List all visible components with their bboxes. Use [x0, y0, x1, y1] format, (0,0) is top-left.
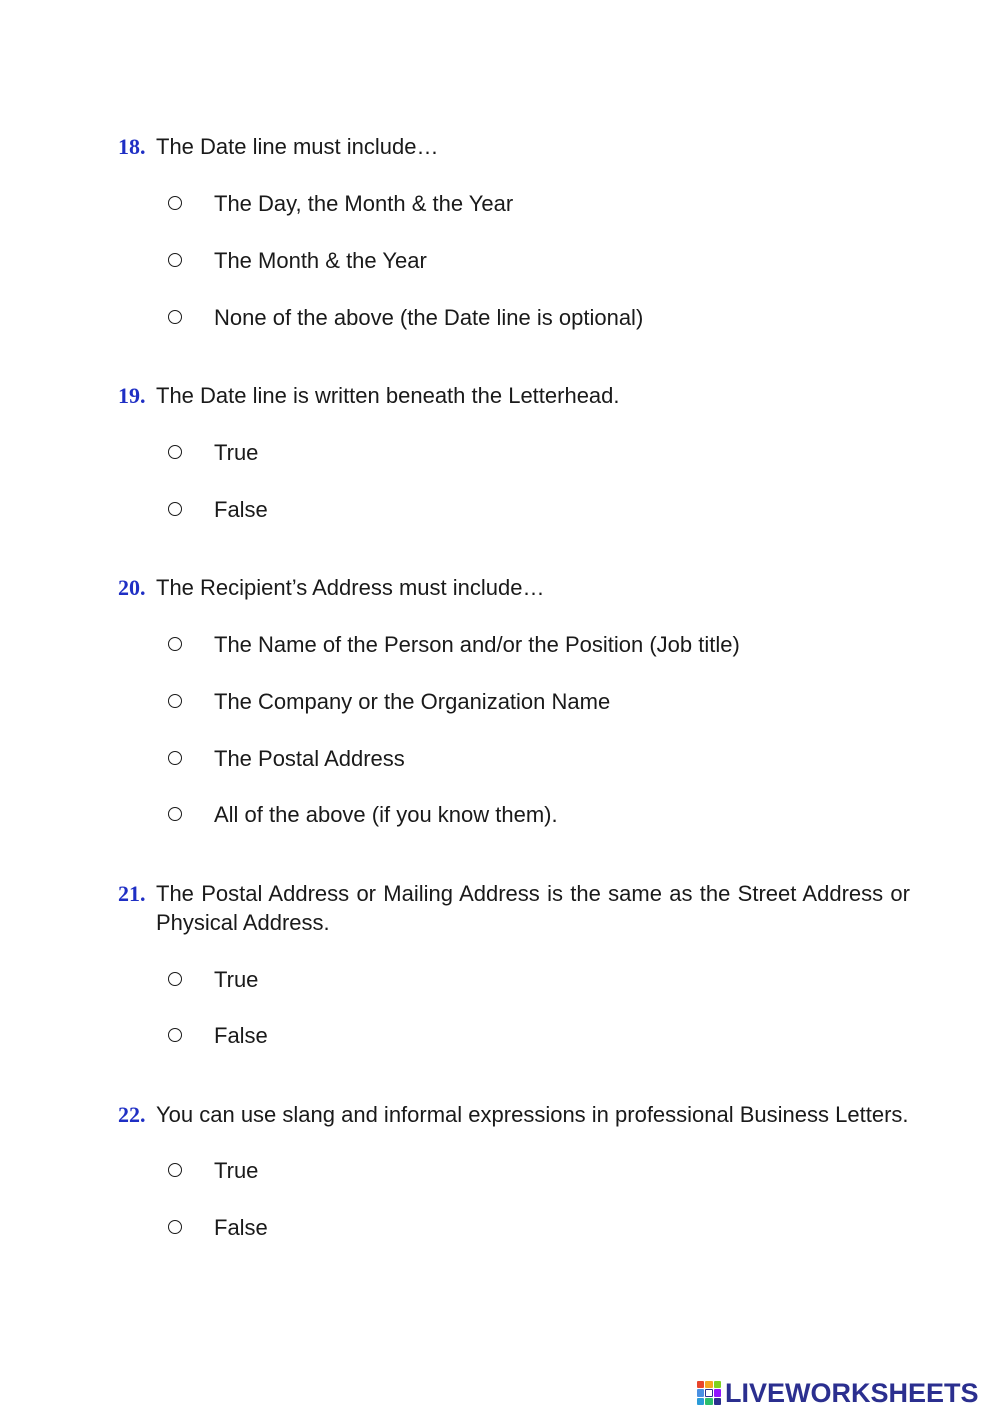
radio-button[interactable]	[168, 637, 182, 651]
answer-option[interactable]	[0, 246, 1000, 276]
answer-option[interactable]	[0, 189, 1000, 219]
option-label[interactable]: The Month & the Year	[214, 248, 427, 273]
answer-option[interactable]	[0, 744, 1000, 774]
question-text: The Postal Address or Mailing Address is the same as the Street Address or Physical Address.	[156, 881, 910, 935]
radio-button[interactable]	[168, 1220, 182, 1234]
radio-button[interactable]	[168, 502, 182, 516]
question-number: 20.	[118, 575, 146, 600]
option-label[interactable]: False	[214, 1215, 268, 1240]
option-label[interactable]: None of the above (the Date line is optional)	[214, 305, 644, 330]
answer-option[interactable]	[0, 495, 1000, 525]
answer-option[interactable]	[0, 800, 1000, 830]
option-label[interactable]: True	[214, 1158, 259, 1183]
question-prompt	[0, 1100, 1000, 1129]
radio-button[interactable]	[168, 445, 182, 459]
question-18	[0, 132, 1000, 161]
question-20	[0, 573, 1000, 602]
question-number: 21.	[118, 881, 146, 906]
option-label[interactable]: True	[214, 967, 259, 992]
answer-option[interactable]	[0, 1021, 1000, 1051]
question-number: 22.	[118, 1102, 146, 1127]
radio-button[interactable]	[168, 751, 182, 765]
answer-option[interactable]	[0, 303, 1000, 333]
answer-option[interactable]	[0, 687, 1000, 717]
liveworksheets-logo-icon	[697, 1381, 721, 1405]
question-19	[0, 381, 1000, 410]
option-label[interactable]: The Company or the Organization Name	[214, 689, 611, 714]
radio-button[interactable]	[168, 1163, 182, 1177]
option-label[interactable]: The Day, the Month & the Year	[214, 191, 514, 216]
option-label[interactable]: All of the above (if you know them).	[214, 802, 558, 827]
answer-option[interactable]	[0, 1156, 1000, 1186]
question-text: The Recipient’s Address must include…	[156, 575, 545, 600]
answer-option[interactable]	[0, 630, 1000, 660]
question-prompt	[0, 132, 1000, 161]
question-21	[0, 879, 1000, 937]
question-number: 18.	[118, 134, 146, 159]
radio-button[interactable]	[168, 310, 182, 324]
option-label[interactable]: The Postal Address	[214, 746, 405, 771]
option-label[interactable]: True	[214, 440, 259, 465]
question-prompt	[0, 381, 1000, 410]
question-prompt	[0, 879, 1000, 937]
brand-name: LIVEWORKSHEETS	[725, 1377, 979, 1408]
radio-button[interactable]	[168, 196, 182, 210]
radio-button[interactable]	[168, 807, 182, 821]
option-label[interactable]: False	[214, 497, 268, 522]
option-label[interactable]: False	[214, 1023, 268, 1048]
question-text: The Date line must include…	[156, 134, 439, 159]
question-text: You can use slang and informal expressions in professional Business Letters.	[156, 1102, 909, 1127]
question-22	[0, 1100, 1000, 1129]
question-number: 19.	[118, 383, 146, 408]
question-text: The Date line is written beneath the Letterhead.	[156, 383, 620, 408]
liveworksheets-branding[interactable]	[697, 1378, 979, 1408]
radio-button[interactable]	[168, 972, 182, 986]
radio-button[interactable]	[168, 253, 182, 267]
option-label[interactable]: The Name of the Person and/or the Position (Job title)	[214, 632, 740, 657]
radio-button[interactable]	[168, 694, 182, 708]
question-prompt	[0, 573, 1000, 602]
answer-option[interactable]	[0, 1213, 1000, 1243]
radio-button[interactable]	[168, 1028, 182, 1042]
answer-option[interactable]	[0, 965, 1000, 995]
answer-option[interactable]	[0, 438, 1000, 468]
